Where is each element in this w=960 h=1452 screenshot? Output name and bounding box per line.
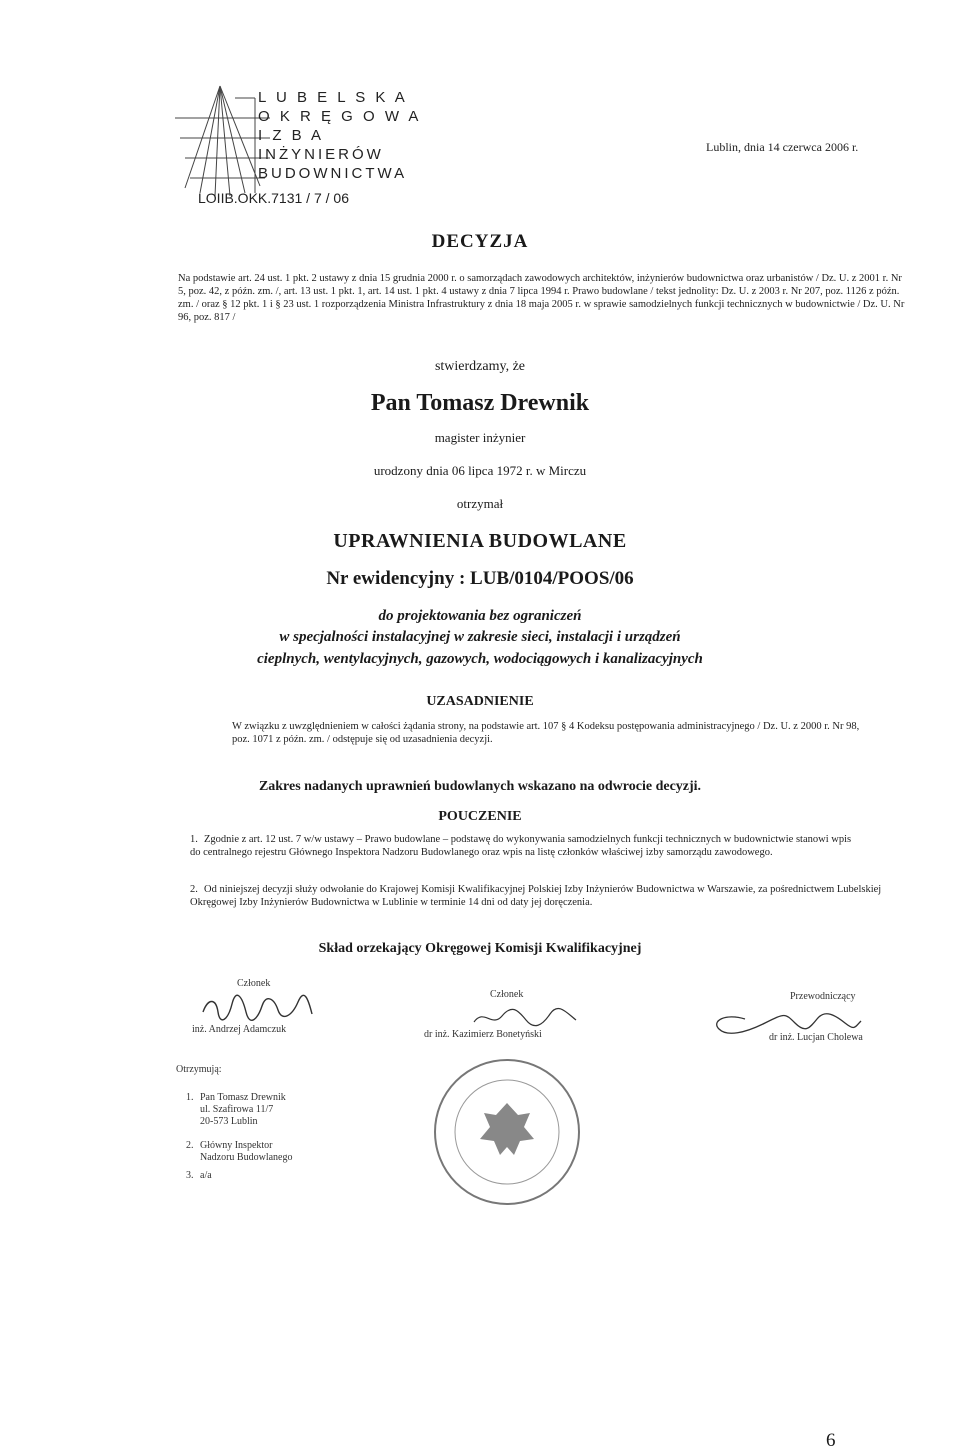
reference-number: LOIIB.OKK.7131 / 7 / 06: [198, 190, 349, 206]
recipient-number: 1.: [186, 1092, 194, 1103]
birth-info: urodzony dnia 06 lipca 1972 r. w Mirczu: [373, 463, 587, 478]
org-line: INŻYNIERÓW: [258, 146, 384, 163]
page-number: 6: [826, 1430, 836, 1451]
scope-line: w specjalności instalacyjnej w zakresie sieci, instalacji i urządzeń: [279, 629, 681, 645]
member1-name: inż. Andrzej Adamczuk: [192, 1024, 287, 1035]
justification-heading: UZASADNIENIE: [426, 694, 534, 709]
permission-heading: UPRAWNIENIA BUDOWLANE: [333, 530, 627, 552]
scope-line: do projektowania bez ograniczeń: [378, 608, 582, 624]
instruction-number: 1.: [190, 834, 198, 845]
instruction-number: 2.: [190, 884, 198, 895]
recipient-line: ul. Szafirowa 11/7: [200, 1104, 274, 1115]
recipient-line: 20-573 Lublin: [200, 1116, 258, 1127]
recipient-line: a/a: [200, 1170, 212, 1181]
instruction-item: [190, 883, 890, 909]
recipient-item: [186, 1170, 212, 1182]
recipient-item: [186, 1092, 286, 1128]
recipient-line: Nadzoru Budowlanego: [200, 1152, 293, 1163]
instruction-item: [190, 833, 860, 859]
scope-line: cieplnych, wentylacyjnych, gazowych, wodociągowych i kanalizacyjnych: [257, 651, 703, 667]
org-line: I Z B A: [258, 127, 325, 144]
person-name: Pan Tomasz Drewnik: [370, 390, 590, 416]
signature-icon: [470, 1006, 580, 1030]
legal-basis-paragraph: Na podstawie art. 24 ust. 1 pkt. 2 ustawy z dnia 15 grudnia 2000 r. o samorządach zawodowych architektów, inżynierów budownictwa oraz urbanistów / Dz. U. z 2001 r. Nr 5, poz. 42, z późn. zm. /, art. 13 ust. 1 pkt. 1, art. 14 ust. 1 pkt. 4 ustawy z dnia 7 lipca 1994 r. Prawo budowlane / tekst jednolity: Dz. U. z 2003 r. Nr 207, poz. 1126 z późn. zm. / oraz § 12 pkt. 1 i § 23 ust. 1 rozporządzenia Ministra Infrastruktury z dnia 18 maja 2005 r. w sprawie samodzielnych funkcji technicznych w budownictwie / Dz. U. Nr 96, poz. 817 /: [178, 273, 905, 323]
evidence-number: Nr ewidencyjny : LUB/0104/POOS/06: [326, 568, 634, 589]
board-title: Skład orzekający Okręgowej Komisji Kwalifikacyjnej: [318, 941, 642, 956]
recipient-item: [186, 1140, 292, 1164]
document-title: DECYZJA: [431, 231, 529, 252]
member2-name: dr inż. Kazimierz Bonetyński: [424, 1029, 542, 1040]
recipient-line: Główny Inspektor: [200, 1140, 273, 1151]
organization-name: [258, 88, 421, 183]
chair-role: Przewodniczący: [790, 991, 856, 1002]
justification-paragraph: W związku z uwzględnieniem w całości żądania strony, na podstawie art. 107 § 4 Kodeksu postępowania administracyjnego / Dz. U. z 2000 r. Nr 98, poz. 1071 z późn. zm. / odstępuje się od uzasadnienia decyzji.: [232, 721, 860, 745]
recipient-number: 3.: [186, 1170, 194, 1181]
recipient-number: 2.: [186, 1140, 194, 1151]
place-date: Lublin, dnia 14 czerwca 2006 r.: [706, 140, 859, 154]
official-stamp-icon: [430, 1055, 585, 1210]
confirmation-text: stwierdzamy, że: [434, 359, 526, 374]
instructions-heading: POUCZENIE: [438, 809, 522, 824]
signature-icon: [198, 994, 318, 1022]
recipient-line: Pan Tomasz Drewnik: [200, 1092, 286, 1103]
range-note: Zakres nadanych uprawnień budowlanych wskazano na odwrocie decyzji.: [258, 779, 702, 794]
member1-role: Członek: [237, 978, 271, 989]
member2-role: Członek: [490, 989, 524, 1000]
chair-name: dr inż. Lucjan Cholewa: [769, 1032, 863, 1043]
instruction-text: Zgodnie z art. 12 ust. 7 w/w ustawy – Prawo budowlane – podstawę do wykonywania samodzielnych funkcji technicznych w budownictwie stanowi wpis do centralnego rejestru Głównego Inspektora Nadzoru Budowlanego oraz wpis na listę członków właściwej izby samorządu zawodowego.: [190, 834, 852, 858]
person-degree: magister inżynier: [434, 430, 526, 445]
org-line: BUDOWNICTWA: [258, 165, 408, 182]
instruction-text: Od niniejszej decyzji służy odwołanie do Krajowej Komisji Kwalifikacyjnej Polskiej Izby Inżynierów Budownictwa w Warszawie, za pośrednictwem Lubelskiej Okręgowej Izby Inżynierów Budownictwa w Lublinie w terminie 14 dni od daty jej doręczenia.: [190, 884, 882, 908]
org-line: L U B E L S K A: [258, 89, 408, 106]
recipients-label: Otrzymują:: [176, 1064, 222, 1075]
org-line: O K R Ę G O W A: [258, 108, 422, 125]
received-text: otrzymał: [456, 496, 504, 511]
